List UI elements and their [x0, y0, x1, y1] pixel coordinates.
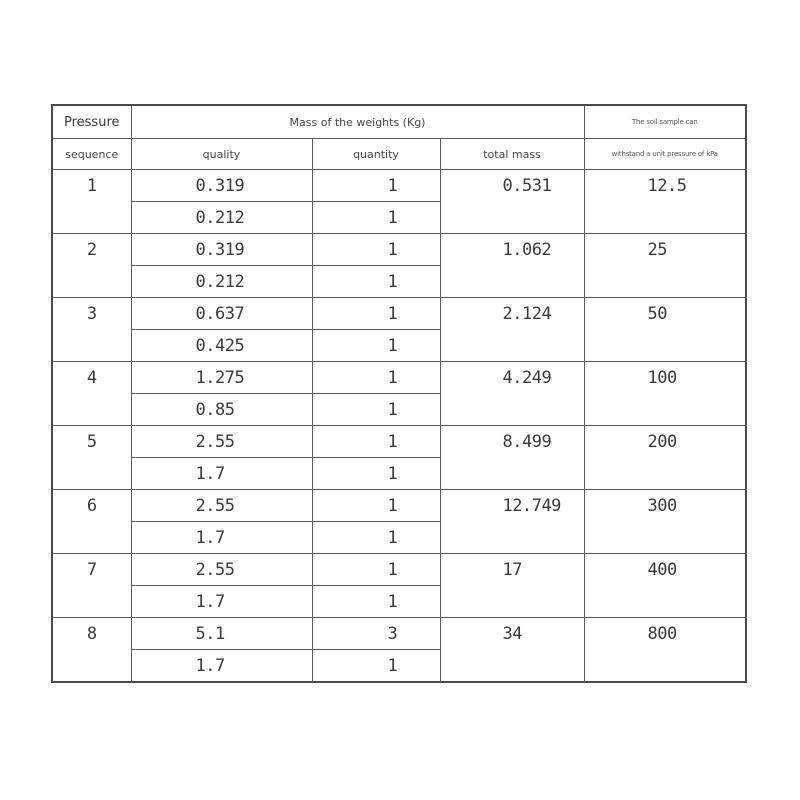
quality-cell: 0.212 [131, 202, 312, 234]
header-total-mass: total mass [440, 139, 584, 170]
quantity-cell: 3 [312, 618, 440, 650]
header-quality: quality [131, 139, 312, 170]
quantity-cell: 1 [312, 522, 440, 554]
pressure-sequence-cell: 2 [52, 234, 131, 298]
weights-pressure-table-container [51, 104, 745, 683]
total-mass-cell: 4.249 [440, 362, 584, 426]
table-row [52, 490, 746, 522]
pressure-sequence-cell: 5 [52, 426, 131, 490]
quantity-cell: 1 [312, 394, 440, 426]
pressure-sequence-cell: 8 [52, 618, 131, 683]
unit-pressure-cell: 400 [584, 554, 746, 618]
quantity-cell: 1 [312, 490, 440, 522]
total-mass-cell: 8.499 [440, 426, 584, 490]
pressure-sequence-cell: 4 [52, 362, 131, 426]
quality-cell: 2.55 [131, 426, 312, 458]
pressure-sequence-cell: 3 [52, 298, 131, 362]
quantity-cell: 1 [312, 266, 440, 298]
total-mass-cell: 12.749 [440, 490, 584, 554]
quality-cell: 0.319 [131, 170, 312, 202]
quantity-cell: 1 [312, 554, 440, 586]
quality-cell: 2.55 [131, 490, 312, 522]
quality-cell: 5.1 [131, 618, 312, 650]
table-row [52, 170, 746, 202]
quantity-cell: 1 [312, 426, 440, 458]
header-pressure-sequence-line1: Pressure [52, 105, 131, 139]
header-quantity: quantity [312, 139, 440, 170]
total-mass-cell: 2.124 [440, 298, 584, 362]
unit-pressure-cell: 800 [584, 618, 746, 683]
total-mass-cell: 1.062 [440, 234, 584, 298]
quantity-cell: 1 [312, 458, 440, 490]
quality-cell: 0.85 [131, 394, 312, 426]
quality-cell: 1.7 [131, 586, 312, 618]
pressure-sequence-cell: 6 [52, 490, 131, 554]
table-row [52, 362, 746, 394]
quantity-cell: 1 [312, 170, 440, 202]
table-row [52, 618, 746, 650]
quality-cell: 0.637 [131, 298, 312, 330]
quality-cell: 1.7 [131, 522, 312, 554]
weights-pressure-table [51, 104, 747, 683]
unit-pressure-cell: 300 [584, 490, 746, 554]
quantity-cell: 1 [312, 586, 440, 618]
table-row [52, 234, 746, 266]
quantity-cell: 1 [312, 298, 440, 330]
quality-cell: 1.275 [131, 362, 312, 394]
quality-cell: 1.7 [131, 458, 312, 490]
total-mass-cell: 17 [440, 554, 584, 618]
header-withstand-line2: withstand a unit pressure of kPa [584, 139, 746, 170]
header-row-2 [52, 139, 746, 170]
quality-cell: 0.425 [131, 330, 312, 362]
header-pressure-sequence-line2: sequence [52, 139, 131, 170]
total-mass-cell: 0.531 [440, 170, 584, 234]
pressure-sequence-cell: 1 [52, 170, 131, 234]
header-row-1 [52, 105, 746, 139]
table-row [52, 554, 746, 586]
quality-cell: 2.55 [131, 554, 312, 586]
table-row [52, 426, 746, 458]
pressure-sequence-cell: 7 [52, 554, 131, 618]
quantity-cell: 1 [312, 202, 440, 234]
quality-cell: 1.7 [131, 650, 312, 683]
quantity-cell: 1 [312, 234, 440, 266]
unit-pressure-cell: 25 [584, 234, 746, 298]
quantity-cell: 1 [312, 362, 440, 394]
unit-pressure-cell: 100 [584, 362, 746, 426]
header-withstand-line1: The soil sample can [584, 105, 746, 139]
header-mass-of-weights: Mass of the weights (Kg) [131, 105, 584, 139]
quantity-cell: 1 [312, 330, 440, 362]
quality-cell: 0.212 [131, 266, 312, 298]
unit-pressure-cell: 50 [584, 298, 746, 362]
unit-pressure-cell: 200 [584, 426, 746, 490]
total-mass-cell: 34 [440, 618, 584, 683]
unit-pressure-cell: 12.5 [584, 170, 746, 234]
table-row [52, 298, 746, 330]
quality-cell: 0.319 [131, 234, 312, 266]
quantity-cell: 1 [312, 650, 440, 683]
